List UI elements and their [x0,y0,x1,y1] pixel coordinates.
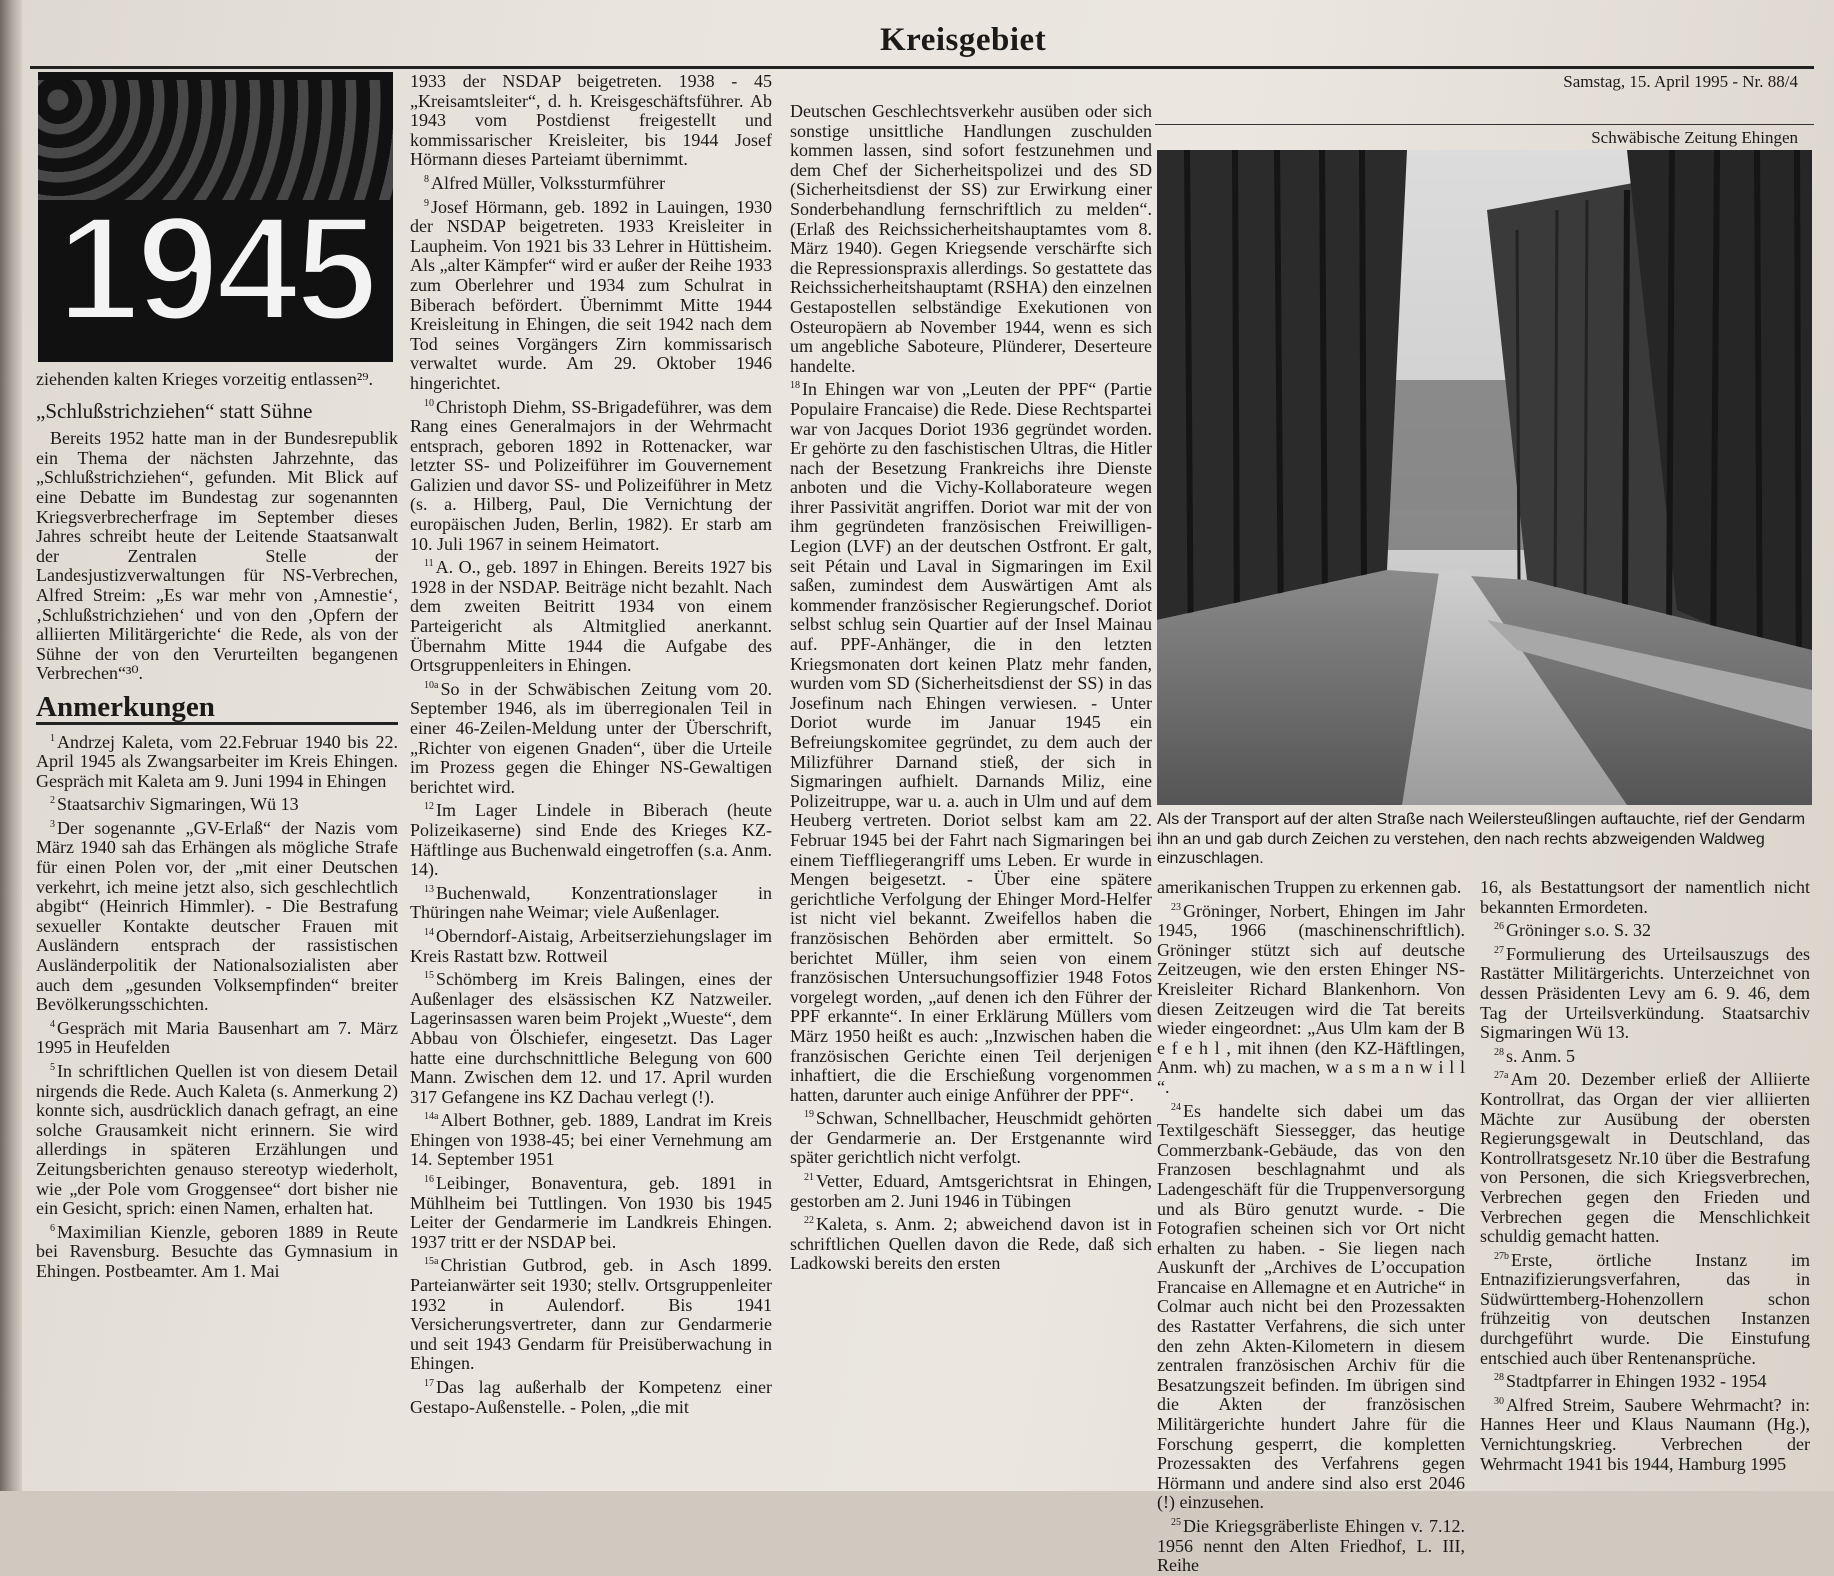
footnote-text: In schriftlichen Quellen ist von diesem Detail nirgends die Rede. Auch Kaleta (s. Anmerkung 2) konnte sich, ausdrücklich danach gefragt, an eine solche Grausamkeit nicht erinnern. Sie wird allerdings in späteren Erzählungen und Zeitungsberichten genauso stereotyp wiederholt, wie „der Pole vom Groggensee“ dort bisher nie ein Gesicht, sprich: einen Namen, erhalten hat. [36,1061,398,1219]
footnote-text: Gröninger s.o. S. 32 [1506,920,1651,941]
footnote-text: Es handelte sich dabei um das Textilgeschäft Siessegger, das heutige Commerzbank-Gebäude, das von den Franzosen beschlagnahmt und als Ladengeschäft für die Truppenversorgung und als Büro genutzt wurde. - Die Fotografien scheinen sich vor Ort nicht erhalten zu haben. - Sie liegen nach Auskunft der „Archives de L’occupation Francaise en Allemagne et en Autriche“ in Colmar auch nicht bei den Prozessakten des Rastatter Verfahrens, die sich unter den zehn Akten-Kilometern in diesem zentralen französischen Archiv für die Besatzungszeit befinden. Im übrigen sind die Akten der französischen Militärgerichte hundert Jahre für die Forschung gesperrt, die kompletten Prozessakten des Verfahrens gegen Hörmann und andere sind also erst 2046 (!) einzusehen. [1157,1100,1465,1513]
footnote-text: s. Anm. 5 [1506,1045,1576,1066]
footnote-number: 22 [804,1215,814,1227]
footnote-text: Vetter, Eduard, Amtsgerichtsrat in Ehingen, gestorben am 2. Juni 1946 in Tübingen [790,1171,1152,1211]
footnote-text: Am 20. Dezember erließ der Alliierte Kontrollrat, das Organ der vier alliierten Mächte zur Ausübung der obersten Regierungsgewalt in Deutschland, das Kontrollratsgesetz Nr.10 über die Bestrafung von Personen, die sich Kriegsverbrechen, Verbrechen gegen den Frieden und Verbrechen gegen die Menschlichkeit schuldig gemacht hatten. [1480,1069,1810,1247]
footnote-number: 25 [1171,1517,1181,1528]
footnote-number: 24 [1171,1101,1181,1113]
footnote-text: Alfred Streim, Saubere Wehrmacht? in: Hannes Heer und Klaus Naumann (Hg.), Vernichtungskrieg. Verbrechen der Wehrmacht 1941 bis 1944, Hamburg 1995 [1480,1394,1810,1474]
footnote-text: Formulierung des Urteilsauszugs des Rastätter Militärgerichts. Unterzeichnet von dessen Präsidenten Levy am 6. 9. 46, dem Tag der Urteilsverkündung. Staatsarchiv Sigmaringen Wü 13. [1480,943,1810,1043]
footnote-text: Christoph Diehm, SS-Brigadeführer, was dem Rang eines Generalmajors in der Wehrmacht entsprach, geboren 1892 in Rottenacker, war letzter SS- und Polizeiführer im Gouvernement Galizien und davor SS- und Polizeiführer in Metz (s. a. Hilberg, Paul, Die Vernichtung der europäischen Juden, Berlin, 1982). Er starb am 10. Juli 1967 in seinem Heimatort. [410,396,772,554]
footnote-text: Gespräch mit Maria Bausenhart am 7. März 1995 in Heufelden [36,1017,398,1058]
footnote-text: Kaleta, s. Anm. 2; abweichend davon ist in schriftlichen Quellen davon die Rede, daß sich Ladkowski bereits den ersten [790,1214,1152,1274]
footnote-text: Maximilian Kienzle, geboren 1889 in Reute bei Ravensburg. Besuchte das Gymnasium in Ehingen. Postbeamter. Am 1. Mai [36,1221,398,1281]
footnote [410,554,772,676]
footnote [1480,1043,1810,1067]
footnote [36,1058,398,1219]
notes-heading: Anmerkungen [36,698,398,725]
footnote [790,1211,1152,1274]
footnote [410,676,772,798]
footnote-number: 27a [1494,1070,1509,1082]
footnote-text: Leibinger, Bonaventura, geb. 1891 in Mühlheim bei Tuttlingen. Von 1930 bis 1945 Leiter der Gendarmerie im Landkreis Ehingen. 1937 tritt er der NSDAP bei. [410,1173,772,1252]
footnote-number: 23 [1171,901,1181,913]
footnote-number: 30 [1494,1395,1504,1407]
footnote [1157,1098,1465,1513]
footnote [1480,941,1810,1043]
footnote [36,791,398,815]
footnote-text: Stadtpfarrer in Ehingen 1932 - 1954 [1506,1371,1767,1392]
notes-list [790,1105,1152,1274]
footnote-text: Alfred Müller, Volkssturmführer [431,172,666,193]
photo-caption: Als der Transport auf der alten Straße nach Weilersteußlingen auftauchte, rief der Gendarm ihn an und gab durch Zeichen zu verstehen, den nach rechts abzweigenden Waldweg einzuschlagen. [1157,811,1806,867]
footnote [1480,1392,1810,1474]
footnote [1480,1247,1810,1369]
footnote-number: 15a [424,1256,439,1268]
footnote [410,923,772,966]
footnote [410,1170,772,1252]
footnote-number: 28 [1494,1046,1504,1058]
footnote-text: Albert Bothner, geb. 1889, Landrat im Kreis Ehingen von 1938-45; bei einer Vernehmung am 14. September 1951 [410,1110,772,1170]
footnote-number: 2 [50,795,55,807]
footnote [36,815,398,1015]
footnote-text: Schwan, Schnellbacher, Heuschmidt gehörten der Gendarmerie an. Der Erstgenannte wird später gerichtlich nicht verfolgt. [790,1108,1152,1168]
footnote-text: Erste, örtliche Instanz im Entnazifizierungsverfahren, das in Südwürttemberg-Hohenzollern schon frühzeitig von deutschen Instanzen durchgeführt wurde. Die Einstufung entschied auch über Rentenansprüche. [1480,1249,1810,1368]
footnote [36,729,398,792]
footnote [410,170,772,194]
footnote-number: 1 [50,732,55,744]
article-paragraph: Bereits 1952 hatte man in der Bundesrepublik ein Thema der nächsten Jahrzehnte, das „Schlußstrichziehen“, gefunden. Mit Blick auf eine Debatte im Bundestag zur sogenannten Kriegsverbrecherfrage im September dieses Jahres schreibt heute der Leitende Staatsanwalt der Zentralen Stelle der Landesjustizverwaltungen für NS-Verbrechen, Alfred Streim: „Es war mehr von ‚Amnestie‘, ‚Schlußstrichziehen‘ und von den ‚Opfern der alliierten Militärgerichte‘ die Rede, als von der Sühne der von den Verurteilten begangenen Verbrechen“³⁰. [36,428,398,684]
footnote [790,1168,1152,1211]
footnote-number: 8 [424,173,429,185]
footnote [410,394,772,555]
header-rule [30,66,1814,69]
footnote [410,194,772,394]
footnote-number: 3 [50,818,55,830]
footnote-number: 10a [424,679,439,691]
footnote-number: 12 [424,801,434,813]
footnote-number: 19 [804,1109,814,1121]
page-binding-shadow [0,0,22,1491]
footnote-number: 15 [424,970,434,982]
footnote-number: 11 [424,558,434,570]
footnote [1480,1066,1810,1246]
footnote-text: A. O., geb. 1897 in Ehingen. Bereits 1927 bis 1928 in der NSDAP. Beiträge nicht bezahlt. Nach dem zweiten Beitritt 1934 von einem Parteigericht als Altmitglied anerkannt. Übernahm Mitte 1944 die Aufgabe des Ortsgruppenleiters in Ehingen. [410,557,772,676]
footnote-text: Gröninger, Norbert, Ehingen im Jahr 1945, 1966 (maschinenschriftlich). Gröninger stützt sich auf deutsche Zeitzeugen, wie den ersten Ehinger NS-Kreisleiter Richard Blankenhorn. Von diesen Zeitzeugen wird die Tat bereits wieder eingeordnet: „Aus Ulm kam der B e f e h l , mit ihnen (den KZ-Häftlingen, Anm. wh) zu machen, w a s m a n w i l l “. [1157,900,1465,1097]
footnote [410,966,772,1107]
newspaper-name: Schwäbische Zeitung Ehingen [1591,128,1798,147]
footnote-text: Oberndorf-Aistaig, Arbeitserziehungslager im Kreis Rastatt bzw. Rottweil [410,925,772,966]
footnote-text: 1933 der NSDAP beigetreten. 1938 - 45 „Kreisamtsleiter“, d. h. Kreisgeschäftsführer. Ab 1943 vom Postdienst freigestellt und kommissarischer Kreisleiter, bis 1944 Josef Hörmann dieses Parteiamt übernimmt. [410,71,772,170]
footnote-number: 21 [804,1172,814,1184]
notes-list [36,729,398,1282]
subheading: „Schlußstrichziehen“ statt Sühne [36,398,313,423]
footnote-text: Christian Gutbrod, geb. in Asch 1899. Parteianwärter seit 1930; stellv. Ortsgruppenleiter 1932 in Aulendorf. Bis 1941 Versicherungsvertreter, dann zur Gendarmerie und seit 1943 Gendarm für Preisüberwachung in Ehingen. [410,1255,772,1374]
column-1 [36,370,398,1282]
footnote [410,1252,772,1374]
masthead-rule [1155,124,1814,125]
footnote [790,1105,1152,1168]
column-2 [410,72,772,1417]
footnote [36,1219,398,1282]
footnote-text: Die Kriegsgräberliste Ehingen v. 7.12. 1956 nennt den Alten Friedhof, L. III, Reihe [1157,1516,1465,1576]
column-3 [790,102,1152,1274]
footnote [1157,878,1465,898]
footnote-text: 16, als Bestattungsort der namentlich nicht bekannten Ermordeten. [1480,877,1810,917]
footnote [1480,917,1810,941]
footnote-text: Schömberg im Kreis Balingen, eines der Außenlager des elsässischen KZ Natzweiler. Lagerinsassen waren beim Projekt „Wueste“, dem Abbau von Ölschiefer, eingesetzt. Das Lager hatte eine durchschnittliche Belegung von 600 Mann. Zwischen dem 12. und 17. April wurden 317 Gefangene ins KZ Dachau verlegt (!). [410,969,772,1107]
dateline: Samstag, 15. April 1995 - Nr. 88/4 [1563,72,1798,91]
footnote-text: Staatsarchiv Sigmaringen, Wü 13 [57,794,299,815]
footnote-number: 10 [424,397,434,409]
series-logo [38,72,393,362]
section-title: Kreisgebiet [880,22,1047,58]
note-continuation: Deutschen Geschlechtsverkehr ausüben oder sich sonstige unsittliche Handlungen zuschulden kommen lassen, sind sofort festzunehmen und dem Chef der Sicherheitspolizei und des SD (Sicherheitsdienst der SS) zur Erwirkung einer Sonderbehandlung fernschriftlich zu melden“. (Erlaß des Reichssicherheitshauptamtes vom 8. März 1940). Gegen Kriegsende verschärfte sich die Repressionspraxis allerdings. So gestattete das Reichssicherheitshauptamt (RSHA) den einzelnen Gestapostellen selbständige Exekutionen von Osteuropäern ab November 1944, wenn es sich um angebliche Saboteure, Plünderer, Deserteure handelte. [790,101,1152,376]
footnote-number: 5 [50,1062,55,1073]
footnote-text: amerikanischen Truppen zu erkennen gab. [1157,877,1462,897]
intro-text: ziehenden kalten Krieges vorzeitig entlassen²⁹. [36,369,374,389]
footnote-number: 9 [424,197,429,209]
footnote-number: 6 [50,1222,55,1234]
footnote-text: Der sogenannte „GV-Erlaß“ der Nazis vom März 1940 sah das Erhängen als mögliche Strafe für einen Polen vor, der „mit einer Deutschen verkehrt, ich meine jetzt also, sich geschlechtlich abgibt“ (Heinrich Himmler). - Die Bestrafung sexueller Kontakte deutscher Frauen mit Ausländern entsprach der rassistischen Ausländerpolitik der Nationalsozialisten aber auch dem „gesunden Volksempfinden“ breiter Bevölkerungsschichten. [36,817,398,1015]
footnote-number: 14a [424,1111,439,1123]
footnote-number: 17 [424,1378,434,1389]
footnote-number: 27b [1494,1250,1509,1262]
footnote [36,1015,398,1058]
footnote [1480,878,1810,917]
footnote-text: Das lag außerhalb der Kompetenz einer Gestapo-Außenstelle. - Polen, „die mit [410,1377,772,1417]
footnote [1157,898,1465,1098]
footnote-number: 26 [1494,921,1504,933]
footnote [410,797,772,879]
notes-list [410,72,772,1417]
footnote-text: Andrzej Kaleta, vom 22.Februar 1940 bis 22. April 1945 als Zwangsarbeiter im Kreis Ehingen. Gespräch mit Kaleta am 9. Juni 1994 in Ehingen [36,731,398,791]
footnote-number: 16 [424,1174,434,1186]
footnote-text: Im Lager Lindele in Biberach (heute Polizeikaserne) sind Ende des Krieges KZ-Häftlinge aus Buchenwald eingetroffen (s.a. Anm. 14). [410,800,772,880]
footnote-number: 14 [424,926,434,938]
footnote [410,880,772,923]
footnote [1157,1513,1465,1576]
footnote-number: 13 [424,883,434,895]
logo-year: 1945 [56,184,375,352]
forest-road-photo [1157,150,1812,805]
footnote-text: Buchenwald, Konzentrationslager in Thüringen nahe Weimar; viele Außenlager. [410,882,772,923]
footnote-text: In Ehingen war von „Leuten der PPF“ (Partie Populaire Francaise) die Rede. Diese Rechtspartei war von Jacques Doriot 1936 gegründet worden. Er gehörte zu den faschistischen Ultras, die Hitler nach der Besetzung Frankreichs ihre Dienste anboten und die Vichy-Kollaborateure wegen ihrer Passivität angriffen. Doriot war mit der von ihm gegründeten französischen Freiwilligen-Legion (LVF) an der deutschen Ostfront. Er galt, seit Pétain und Laval in Sigmaringen im Exil saßen, zumindest dem Auswärtigen Amt als kommender französischer Regierungschef. Doriot selbst schlug sein Quartier auf der Insel Mainau auf. PPF-Anhänger, die in den letzten Kriegsmonaten dort keinen Platz mehr fanden, wurden vom SD (Sicherheitsdienst der SS) in das Josefinum nach Ehingen verwiesen. - Unter Doriot wurde im Januar 1945 ein Befreiungskomitee gegründet, zu dem auch der Milizführer Darnand stieß, der sich in Sigmaringen aufhielt. Darnands Miliz, eine Polizeitruppe, war u. a. auch in Ulm und auf dem Heuberg vertreten. Doriot selbst kam am 22. Februar 1945 bei der Fahrt nach Sigmaringen bei einem Tieffliegerangriff ums Leben. Er wurde in Mengen beigesetzt. - Über eine spätere gerichtliche Verfolgung der Ehinger Mord-Helfer ist nicht viel bekannt. Zweifellos haben die französischen Behörden aber ermittelt. So berichtet Müller, ihm seien von einem französischen Untersuchungsoffizier 1948 Fotos vorgelegt worden, „auf denen ich den Führer der PPF erkannte“. In einer Erklärung Müllers vom März 1950 heißt es auch: „Inzwischen haben die französischen Gerichte einen Teil derjenigen inhaftiert, die die Erschießung vorgenommen hatten, darunter auch einige Anführer der PPF“. [790,379,1152,1105]
footnote [1480,1368,1810,1392]
column-4 [1157,878,1465,1576]
column-5 [1480,878,1810,1474]
notes-list [1157,878,1465,1576]
footnote-number: 18 [790,380,800,392]
footnote [410,1107,772,1170]
footnote-text: So in der Schwäbischen Zeitung vom 20. September 1946, als im überregionalen Teil in einer 46-Zeilen-Meldung unter der Überschrift, „Richter von eigenen Gnaden“, über die Urteile im Prozess gegen die Ehinger NS-Gewaltigen berichtet wird. [410,678,772,797]
notes-list [1480,878,1810,1474]
footnote-number: 28 [1494,1372,1504,1384]
photo-image [1157,150,1812,805]
footnote-number: 27 [1494,944,1504,956]
footnote [790,376,1152,1105]
footnote [410,1374,772,1417]
footnote-number: 4 [50,1018,55,1030]
footnote [410,72,772,170]
footnote-text: Josef Hörmann, geb. 1892 in Lauingen, 1930 der NSDAP beigetreten. 1933 Kreisleiter in Laupheim. Von 1921 bis 33 Lehrer in Hüttisheim. Als „alter Kämpfer“ wird er außer der Reihe 1933 zum Oberlehrer und 1934 zum Schulrat in Biberach befördert. Übernimmt Mitte 1944 Kreisleitung in Ehingen, die seit 1942 nach dem Tod seines Vorgängers Zirn kommissarisch verwaltet wurde. Am 29. Oktober 1946 hingerichtet. [410,196,772,393]
